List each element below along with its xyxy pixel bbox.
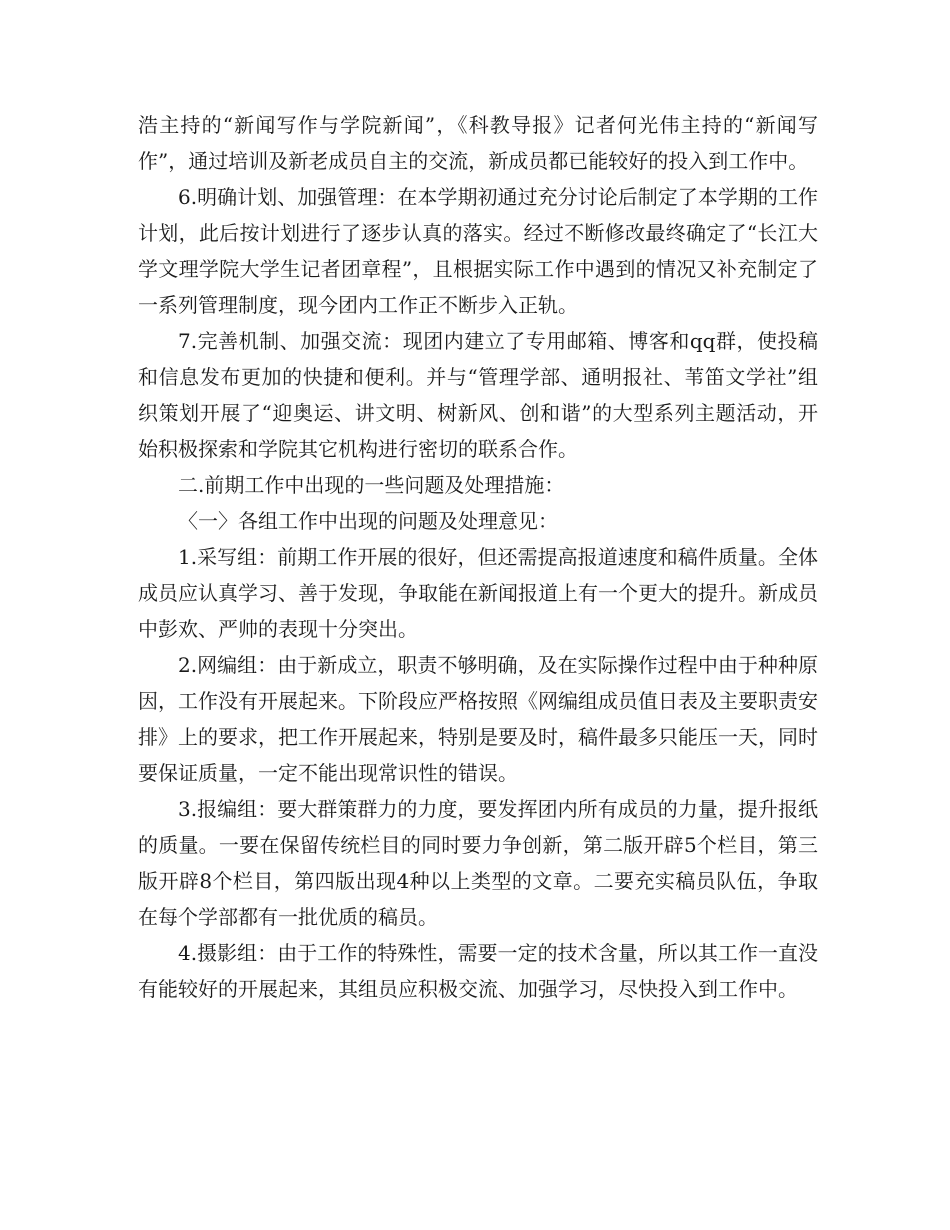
paragraph-writing-group: 1.采写组：前期工作开展的很好，但还需提高报道速度和稿件质量。全体成员应认真学习、善于发现，争取能在新闻报道上有一个更大的提升。新成员中彭欢、严帅的表现十分突出。 (138, 545, 818, 641)
section-heading-2: 二.前期工作中出现的一些问题及处理措施： (178, 473, 565, 497)
paragraph-item-6: 6.明确计划、加强管理：在本学期初通过充分讨论后制定了本学期的工作计划，此后按计划进行了逐步认真的落实。经过不断修改最终确定了“长江大学文理学院大学生记者团章程”，且根据实际工作中遇到的情况又补充制定了一系列管理制度，现今团内工作正不断步入正轨。 (138, 185, 818, 317)
paragraph-item-7: 7.完善机制、加强交流：现团内建立了专用邮箱、博客和qq群，使投稿和信息发布更加的快捷和便利。并与“管理学部、通明报社、苇笛文学社”组织策划开展了“迎奥运、讲文明、树新风、创和谐”的大型系列主题活动，开始积极探索和学院其它机构进行密切的联系合作。 (138, 329, 818, 461)
paragraph-continuation: 浩主持的“新闻写作与学院新闻”，《科教导报》记者何光伟主持的“新闻写作”，通过培训及新老成员自主的交流，新成员都已能较好的投入到工作中。 (138, 113, 818, 173)
paragraph-web-editing-group: 2.网编组：由于新成立，职责不够明确，及在实际操作过程中由于种种原因，工作没有开展起来。下阶段应严格按照《网编组成员值日表及主要职责安排》上的要求，把工作开展起来，特别是要及时，稿件最多只能压一天，同时要保证质量，一定不能出现常识性的错误。 (138, 653, 818, 785)
subsection-heading-1: 〈一〉各组工作中出现的问题及处理意见： (178, 509, 558, 533)
body-text (138, 107, 818, 1007)
paragraph-newspaper-editing-group: 3.报编组：要大群策群力的力度，要发挥团内所有成员的力量，提升报纸的质量。一要在保留传统栏目的同时要力争创新，第二版开辟5个栏目，第三版开辟8个栏目，第四版出现4种以上类型的文章。二要充实稿员队伍，争取在每个学部都有一批优质的稿员。 (138, 797, 818, 929)
paragraph-photography-group: 4.摄影组：由于工作的特殊性，需要一定的技术含量，所以其工作一直没有能较好的开展起来，其组员应积极交流、加强学习，尽快投入到工作中。 (138, 941, 818, 1001)
